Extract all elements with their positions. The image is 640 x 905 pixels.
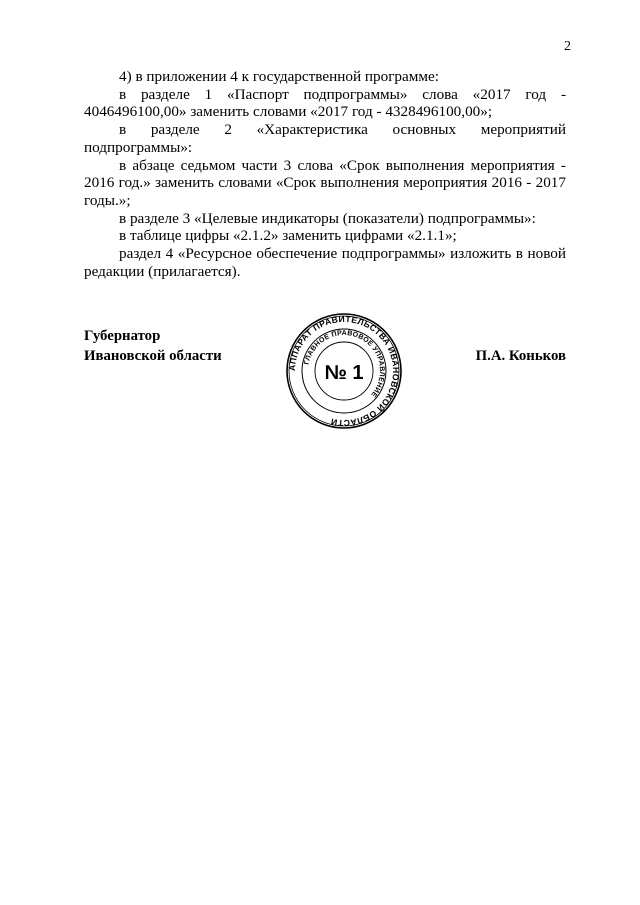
paragraph: раздел 4 «Ресурсное обеспечение подпрограммы» изложить в новой редакции (прилагается). [84,245,566,280]
paragraph: в разделе 1 «Паспорт подпрограммы» слова «2017 год - 4046496100,00» заменить словами «2017 год - 4328496100,00»; [84,85,566,121]
paragraph: в разделе 2 «Характеристика основных мероприятий подпрограммы»: [84,121,566,156]
paragraph: в разделе 3 «Целевые индикаторы (показатели) подпрограммы»: [119,209,536,227]
paragraph: 4) в приложении 4 к государственной программе: [119,68,439,85]
signatory-title-line2: Ивановской области [84,347,222,364]
seal-inner-text: ГЛАВНОЕ ПРАВОВОЕ УПРАВЛЕНИЕ [303,329,386,399]
seal-outer-text: АППАРАТ ПРАВИТЕЛЬСТВА ИВАНОВСКОЙ ОБЛАСТИ [286,313,402,429]
seal-number: № 1 [324,362,364,384]
signatory-title [84,327,222,366]
paragraph: в абзаце седьмом части 3 слова «Срок выполнения мероприятия - 2016 год.» заменить словами «Срок выполнения мероприятия 2016 - 2017 годы.»; [84,156,566,209]
page-number: 2 [564,39,571,54]
official-seal [285,312,403,430]
signatory-name: П.А. Коньков [475,348,566,364]
document-body [84,68,566,280]
signatory-title-line1: Губернатор [84,328,161,344]
paragraph: в таблице цифры «2.1.2» заменить цифрами «2.1.1»; [119,227,457,245]
